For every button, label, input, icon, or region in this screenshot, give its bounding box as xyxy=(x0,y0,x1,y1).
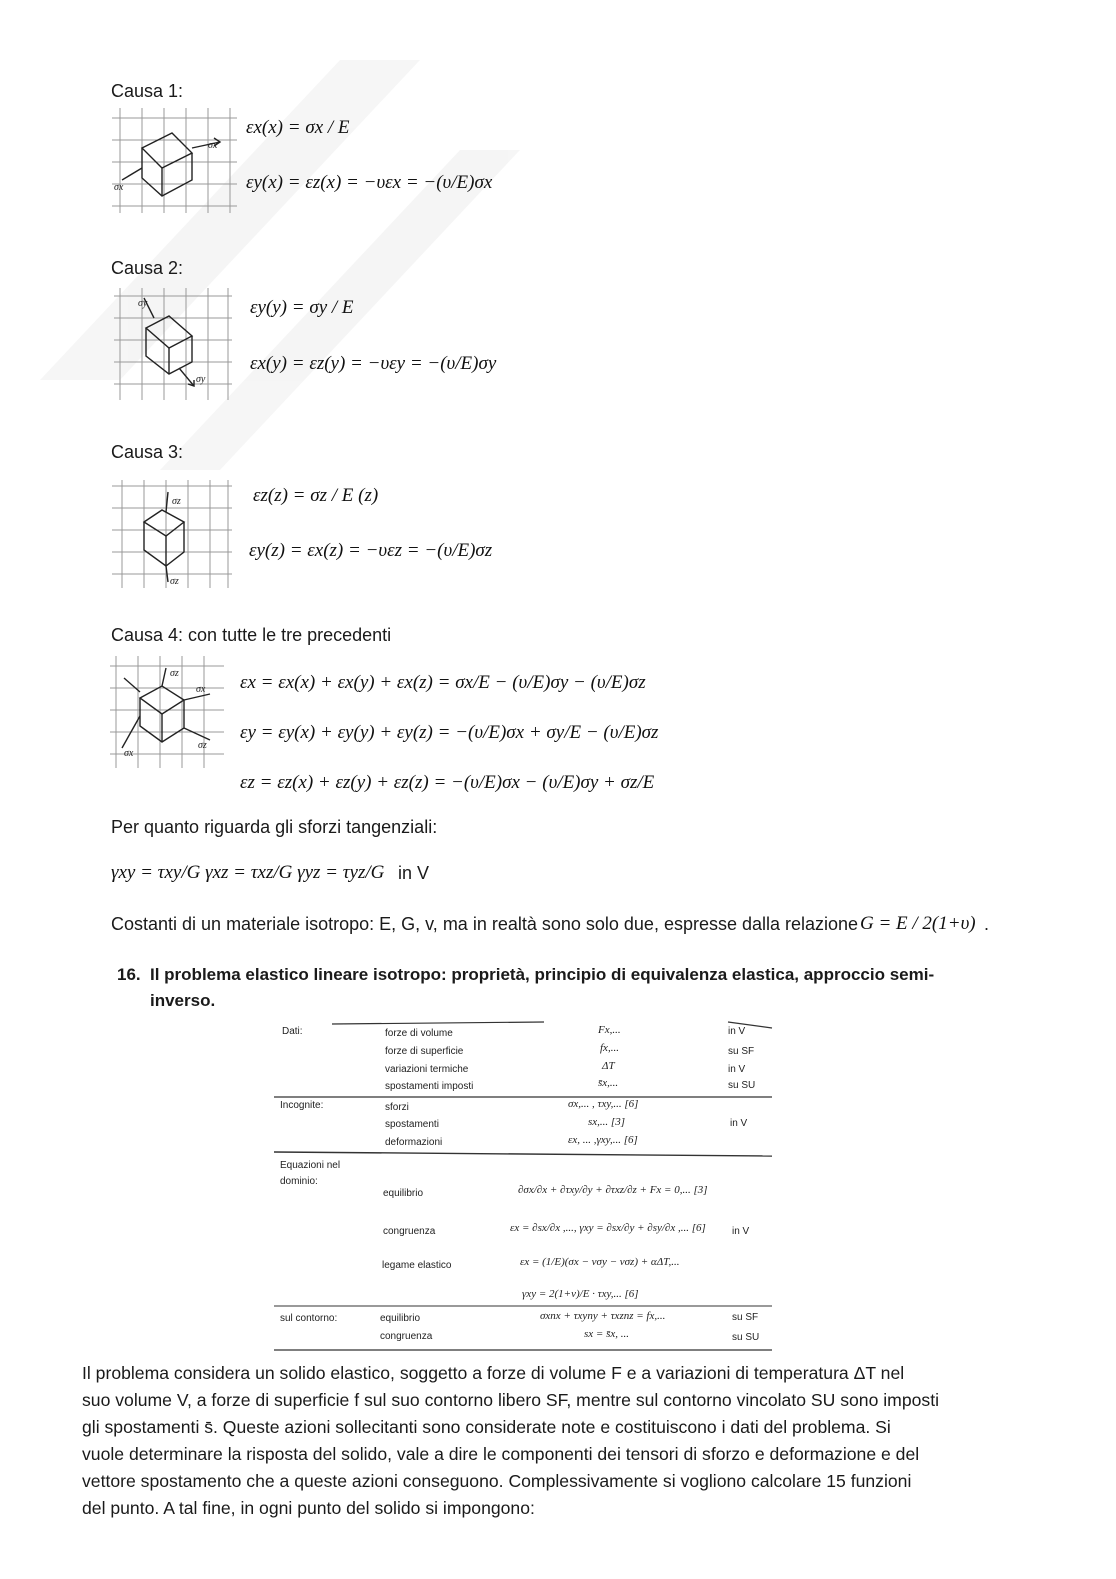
row-where: su SF xyxy=(728,1046,755,1057)
cause-1-label: Causa 1: xyxy=(111,81,184,101)
row-symbol: ∂σx/∂x + ∂τxy/∂y + ∂τxz/∂z + Fx = 0,... [3] xyxy=(518,1184,708,1196)
row-symbol: εx, ... ,γxy,... [6] xyxy=(568,1134,638,1146)
row-symbol: εx = (1/E)(σx − νσy − νσz) + αΔT,... xyxy=(520,1256,680,1268)
row-symbol: σx,... , τxy,... [6] xyxy=(568,1098,639,1110)
paragraph-line: suo volume V, a forze di superficie f sul suo contorno libero SF, mentre sul contorno vincolato SU sono imposti xyxy=(82,1390,939,1410)
cube-sketch-1 xyxy=(112,108,237,213)
row-symbol: ΔT xyxy=(602,1060,615,1072)
row-symbol: γxy = 2(1+ν)/E · τxy,... [6] xyxy=(522,1288,639,1300)
row-symbol: s̄x,... xyxy=(598,1077,619,1089)
cause-4-label: Causa 4: con tutte le tre precedenti xyxy=(111,625,392,645)
problem-table xyxy=(272,1018,778,1352)
group-label-equazioni: Equazioni nel dominio: xyxy=(280,1160,341,1187)
section-number: 16. xyxy=(117,965,141,984)
row-name: legame elastico xyxy=(382,1260,452,1271)
row-where: in V xyxy=(730,1118,748,1129)
cause-1-equation-2: εy(x) = εz(x) = −υεx = −(υ/E)σx xyxy=(246,172,493,193)
row-name: congruenza xyxy=(383,1226,436,1237)
row-name: equilibrio xyxy=(380,1313,421,1324)
row-symbol: σxnx + τxyny + τxznz = fx,... xyxy=(540,1310,666,1322)
row-name: equilibrio xyxy=(383,1188,424,1199)
group-label-contorno: sul contorno: xyxy=(280,1313,338,1324)
group-label-dati: Dati: xyxy=(282,1026,303,1037)
svg-text:σz: σz xyxy=(170,576,179,587)
row-where: in V xyxy=(728,1026,746,1037)
row-name: spostamenti imposti xyxy=(385,1081,474,1092)
tangential-intro: Per quanto riguarda gli sforzi tangenziali: xyxy=(111,817,438,837)
cause-1-equation-1: εx(x) = σx / E xyxy=(246,117,350,138)
paragraph-line: vuole determinare la risposta del solido, vale a dire le componenti dei tensori di sforzo e deformazione e del xyxy=(82,1444,920,1464)
row-name: sforzi xyxy=(385,1102,409,1113)
row-name: spostamenti xyxy=(385,1119,439,1130)
cause-3-equation-1: εz(z) = σz / E (z) xyxy=(253,485,379,506)
cause-4-equation-3: εz = εz(x) + εz(y) + εz(z) = −(υ/E)σx − (υ/E)σy + σz/E xyxy=(240,772,655,793)
row-where: in V xyxy=(728,1064,746,1075)
row-where: su SU xyxy=(732,1332,760,1343)
cube-sketch-4 xyxy=(110,656,224,768)
row-symbol: sx,... [3] xyxy=(588,1116,625,1128)
paragraph-line: gli spostamenti s̄. Queste azioni sollecitanti sono considerate note e costituiscono i dati del problema. Si xyxy=(82,1417,891,1437)
tangential-suffix: in V xyxy=(398,863,430,883)
svg-text:σx: σx xyxy=(196,684,206,695)
section-title-line-1: Il problema elastico lineare isotropo: proprietà, principio di equivalenza elastica, approccio semi- xyxy=(150,965,935,984)
row-name: deformazioni xyxy=(385,1137,443,1148)
row-where: su SF xyxy=(732,1312,759,1323)
cause-4-equation-2: εy = εy(x) + εy(y) + εy(z) = −(υ/E)σx + σy/E − (υ/E)σz xyxy=(240,722,659,743)
paragraph-line: vettore spostamento che a queste azioni conseguono. Complessivamente si vogliono calcolare 15 funzioni xyxy=(82,1471,912,1491)
svg-text:σy: σy xyxy=(138,298,148,309)
group-label-incognite: Incognite: xyxy=(280,1100,324,1111)
svg-text:σz: σz xyxy=(172,496,181,507)
paragraph-line: del punto. A tal fine, in ogni punto del solido si impongono: xyxy=(82,1498,535,1518)
constants-text: Costanti di un materiale isotropo: E, G, v, ma in realtà sono solo due, espresse dalla relazione xyxy=(111,914,859,934)
cause-2-label: Causa 2: xyxy=(111,258,184,278)
row-where: su SU xyxy=(728,1080,756,1091)
constants-equation: G = E / 2(1+υ) xyxy=(860,913,976,934)
row-symbol: sx = s̄x, ... xyxy=(584,1328,629,1340)
row-name: congruenza xyxy=(380,1331,433,1342)
constants-end: . xyxy=(984,914,990,934)
row-name: variazioni termiche xyxy=(385,1064,469,1075)
paragraph-line: Il problema considera un solido elastico, soggetto a forze di volume F e a variazioni di temperatura ΔT nel xyxy=(82,1363,905,1383)
row-where: in V xyxy=(732,1226,750,1237)
svg-text:σy: σy xyxy=(196,374,206,385)
svg-text:σz: σz xyxy=(170,668,179,679)
cause-2-equation-2: εx(y) = εz(y) = −υεy = −(υ/E)σy xyxy=(250,353,497,374)
cause-2-equation-1: εy(y) = σy / E xyxy=(250,297,354,318)
row-symbol: Fx,... xyxy=(598,1024,621,1036)
section-title-line-2: inverso. xyxy=(150,991,216,1010)
cube-sketch-3 xyxy=(112,480,232,588)
row-symbol: fx,... xyxy=(600,1042,619,1054)
row-name: forze di superficie xyxy=(385,1046,464,1057)
body-paragraph xyxy=(82,1360,982,1522)
svg-text:σz: σz xyxy=(198,740,207,751)
row-symbol: εx = ∂sx/∂x ,..., γxy = ∂sx/∂y + ∂sy/∂x ,... [6] xyxy=(510,1222,706,1234)
tangential-equations: γxy = τxy/G γxz = τxz/G γyz = τyz/G xyxy=(111,862,385,883)
cause-3-label: Causa 3: xyxy=(111,442,184,462)
svg-text:σx: σx xyxy=(208,140,218,151)
svg-text:σx: σx xyxy=(114,182,124,193)
cause-4-equation-1: εx = εx(x) + εx(y) + εx(z) = σx/E − (υ/E)σy − (υ/E)σz xyxy=(240,672,646,693)
cause-3-equation-2: εy(z) = εx(z) = −υεz = −(υ/E)σz xyxy=(249,540,493,561)
svg-text:σx: σx xyxy=(124,748,134,759)
row-name: forze di volume xyxy=(385,1028,453,1039)
cube-sketch-2 xyxy=(114,288,232,400)
